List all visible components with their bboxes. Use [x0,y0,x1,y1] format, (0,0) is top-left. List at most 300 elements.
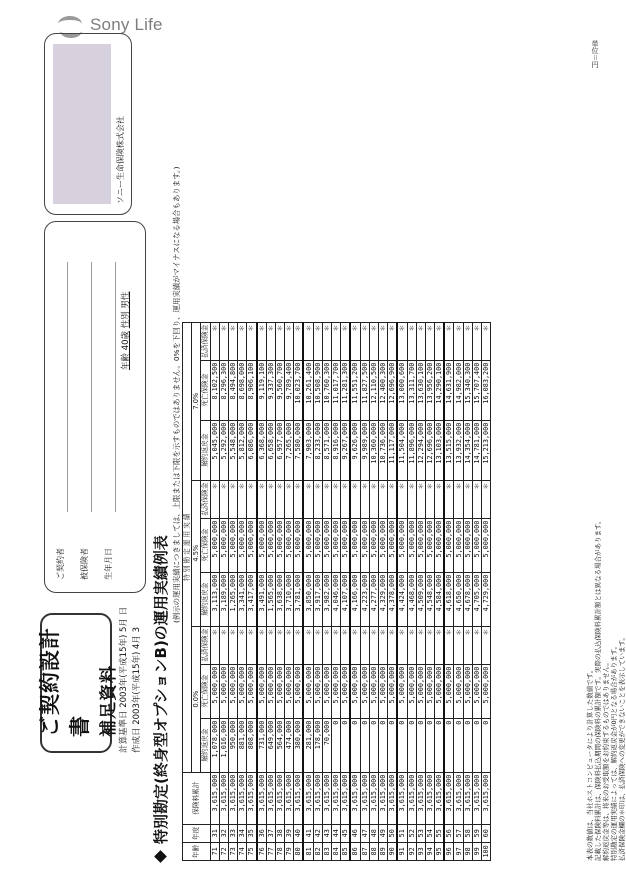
table-cell-r2-d: 13,956,200 [425,360,434,420]
table-cell-age: 79 [285,842,294,860]
table-cell-r0-d: 5,000,000 [378,664,387,718]
rate-0: 0.0% [192,626,201,772]
table-cell-r0-p: ＊ [454,626,463,664]
table-row [313,322,322,860]
client-info-box [44,221,146,593]
table-cell-r2-p: ＊ [247,322,257,360]
table-cell-r2-s: 9,626,000 [350,420,360,480]
table-cell-r2-p: ＊ [285,322,294,360]
table-cell-r1-s: 4,468,000 [407,572,416,626]
table-cell-r1-d: 5,000,000 [322,518,331,572]
table-cell-r0-s: 881,000 [238,718,247,772]
table-cell-r2-d: 15,707,400 [472,360,481,420]
table-row [238,322,247,860]
table-cell-year: 41 [303,824,313,842]
table-cell-r2-p: ＊ [266,322,275,360]
unit-label: 単位＝円 [591,40,599,68]
table-cell-r2-s: 5,812,000 [238,420,247,480]
table-cell-r2-d: 8,296,300 [219,360,228,420]
table-cell-year: 43 [322,824,331,842]
table-cell-r0-s: 0 [397,718,407,772]
table-cell-r1-s: 4,329,000 [378,572,387,626]
table-cell-r0-d: 5,000,000 [275,664,284,718]
table-cell-year: 50 [388,824,398,842]
birthdate-line [115,262,116,512]
table-cell-premium: 3,615,000 [463,772,472,824]
table-cell-premium: 3,615,000 [341,772,351,824]
table-cell-r1-p: ＊ [285,480,294,518]
table-cell-r0-d: 5,000,000 [294,664,304,718]
table-cell-r1-d: 5,000,000 [397,518,407,572]
table-cell-r2-p: ＊ [463,322,472,360]
table-cell-r2-p: ＊ [369,322,378,360]
table-cell-r2-p: ＊ [407,322,416,360]
table-cell-premium: 3,615,000 [285,772,294,824]
table-row [332,322,341,860]
table-cell-r0-s: 0 [369,718,378,772]
table-cell-r0-p: ＊ [257,626,267,664]
table-cell-r0-s: 0 [407,718,416,772]
table-cell-r1-s: 3,917,000 [313,572,322,626]
table-cell-r1-d: 5,000,000 [313,518,322,572]
table-row [444,322,454,860]
company-name: ソニー生命保険株式会社 [116,116,125,204]
table-cell-r0-s: 1,078,000 [210,718,219,772]
table-cell-year: 54 [425,824,434,842]
table-cell-r0-p: ＊ [219,626,228,664]
table-cell-age: 78 [275,842,284,860]
table-row [472,322,481,860]
table-cell-r2-s: 7,580,000 [294,420,304,480]
table-cell-r2-d: 10,023,700 [294,360,304,420]
table-cell-r0-p: ＊ [313,626,322,664]
table-cell-year: 35 [247,824,257,842]
table-cell-r0-d: 5,000,000 [257,664,267,718]
calc-date: 2003年(平成15年) 5月 日 [119,606,129,708]
table-cell-r1-d: 5,000,000 [228,518,237,572]
table-cell-r0-p: ＊ [482,626,491,664]
table-cell-r0-p: ＊ [341,626,351,664]
table-cell-r0-d: 5,000,000 [388,664,398,718]
table-row [388,322,398,860]
table-cell-r1-p: ＊ [472,480,481,518]
table-cell-r2-d: 8,494,800 [228,360,237,420]
table-cell-r1-d: 5,000,000 [388,518,398,572]
table-cell-age: 80 [294,842,304,860]
table-cell-r2-s: 6,658,000 [266,420,275,480]
table-cell-year: 49 [378,824,387,842]
table-cell-year: 47 [360,824,369,842]
table-cell-r1-p: ＊ [360,480,369,518]
table-cell-r2-p: ＊ [378,322,387,360]
table-cell-r0-d: 5,000,000 [416,664,425,718]
table-cell-premium: 3,615,000 [482,772,491,824]
header-year: 年度 [183,824,211,842]
table-cell-r1-p: ＊ [210,480,219,518]
table-cell-premium: 3,615,000 [303,772,313,824]
table-cell-r0-s: 808,000 [247,718,257,772]
table-cell-premium: 3,615,000 [332,772,341,824]
table-row [228,322,237,860]
table-cell-premium: 3,615,000 [275,772,284,824]
table-cell-r1-p: ＊ [247,480,257,518]
table-cell-r2-p: ＊ [219,322,228,360]
table-cell-r1-s: 3,113,000 [210,572,219,626]
table-cell-year: 56 [444,824,454,842]
table-row [378,322,387,860]
company-box [44,33,132,215]
table-cell-r0-p: ＊ [322,626,331,664]
table-cell-year: 38 [275,824,284,842]
table-cell-r2-d: 9,789,400 [285,360,294,420]
table-cell-r1-p: ＊ [257,480,267,518]
table-cell-r1-s: 3,189,000 [219,572,228,626]
table-cell-r2-d: 16,083,200 [482,360,491,420]
table-cell-year: 44 [332,824,341,842]
table-cell-r2-p: ＊ [435,322,445,360]
table-cell-r0-s: 0 [332,718,341,772]
table-row [266,322,275,860]
table-cell-premium: 3,615,000 [313,772,322,824]
table-cell-r1-d: 5,000,000 [360,518,369,572]
header-group: 特 別 勘 定 運 用 実 績 [183,322,192,772]
table-cell-r2-p: ＊ [294,322,304,360]
table-cell-r1-d: 5,000,000 [247,518,257,572]
created-label: 作成日 [132,727,142,753]
birthdate-label: 生年月日 [104,548,113,580]
table-cell-r0-p: ＊ [266,626,275,664]
table-cell-r2-s: 11,896,000 [407,420,416,480]
footnote-line: 本表の数値は、当社ホストコンピュータにより計算した数値です。 [586,666,594,861]
table-row [482,322,491,860]
table-cell-r1-d: 5,000,000 [303,518,313,572]
table-cell-r1-d: 5,000,000 [275,518,284,572]
table-cell-r1-p: ＊ [313,480,322,518]
table-cell-age: 90 [388,842,398,860]
table-cell-r0-p: ＊ [444,626,454,664]
table-cell-r0-p: ＊ [238,626,247,664]
table-cell-r1-d: 5,000,000 [285,518,294,572]
table-cell-premium: 3,615,000 [219,772,228,824]
brand-name: Sony Life [90,15,163,34]
header-death: 死亡保険金 [201,360,210,420]
table-cell-r0-p: ＊ [378,626,387,664]
table-cell-year: 36 [257,824,267,842]
table-cell-r2-p: ＊ [322,322,331,360]
table-cell-r2-s: 11,504,000 [397,420,407,480]
table-cell-r0-d: 5,000,000 [238,664,247,718]
table-cell-premium: 3,615,000 [257,772,267,824]
table-cell-year: 34 [238,824,247,842]
table-cell-r0-s: 0 [416,718,425,772]
table-cell-premium: 3,615,000 [238,772,247,824]
table-row [257,322,267,860]
table-cell-r1-s: 3,982,000 [322,572,331,626]
table-row [454,322,463,860]
table-cell-premium: 3,615,000 [378,772,387,824]
table-cell-age: 74 [238,842,247,860]
table-row [463,322,472,860]
table-cell-r1-d: 5,000,000 [341,518,351,572]
table-cell-premium: 3,615,000 [294,772,304,824]
table-cell-premium: 3,615,000 [472,772,481,824]
table-cell-r1-p: ＊ [407,480,416,518]
table-cell-r2-p: ＊ [210,322,219,360]
table-cell-r2-s: 11,117,000 [388,420,398,480]
table-cell-r0-s: 0 [360,718,369,772]
table-cell-r2-s: 9,989,000 [360,420,369,480]
table-cell-r2-s: 14,354,000 [463,420,472,480]
table-cell-year: 57 [454,824,463,842]
table-cell-r1-d: 5,000,000 [435,518,445,572]
table-cell-premium: 3,615,000 [350,772,360,824]
table-cell-premium: 3,615,000 [425,772,434,824]
footnotes [586,261,626,861]
insured-age: 年齢 40歳 [121,330,131,370]
table-cell-r2-d: 9,337,300 [266,360,275,420]
table-cell-r2-p: ＊ [388,322,398,360]
table-cell-r1-d: 5,000,000 [472,518,481,572]
table-cell-r2-s: 5,292,000 [219,420,228,480]
table-cell-r2-s: 9,267,000 [341,420,351,480]
footnote-line: 解約返戻金等は、将来のお受取額をお約束するものではありません。 [602,659,610,861]
table-cell-age: 100 [482,842,491,860]
table-cell-r2-s: 8,233,000 [313,420,322,480]
table-cell-r0-s: 950,000 [228,718,237,772]
table-cell-r0-p: ＊ [388,626,398,664]
table-cell-r0-s: 1,016,000 [219,718,228,772]
table-cell-r2-p: ＊ [238,322,247,360]
table-cell-r2-d: 13,000,600 [397,360,407,420]
table-row [425,322,434,860]
table-cell-r2-p: ＊ [425,322,434,360]
table-cell-r2-d: 11,551,200 [350,360,360,420]
table-title [150,535,171,861]
diamond-bullet-icon [154,850,167,863]
table-cell-r0-p: ＊ [369,626,378,664]
table-cell-r2-s: 12,294,000 [416,420,425,480]
table-cell-age: 77 [266,842,275,860]
table-cell-r0-d: 5,000,000 [247,664,257,718]
table-row [435,322,445,860]
created-date: 2003年(平成15年) 4月 3 [132,626,142,725]
table-cell-r1-p: ＊ [322,480,331,518]
table-cell-year: 33 [228,824,237,842]
table-cell-r2-s: 8,571,000 [322,420,331,480]
table-cell-r1-s: 4,509,000 [416,572,425,626]
table-cell-r1-d: 5,000,000 [257,518,267,572]
table-cell-age: 96 [444,842,454,860]
table-cell-age: 89 [378,842,387,860]
table-cell-age: 88 [369,842,378,860]
footnote-line: 記載した保険料累計は、保険料払込期間の保険料の累計額です。実際の払込保険料累計額とは異なる場合があります。 [594,517,602,861]
table-note: (例示の運用実績につきましては、上限または下限を示すものではありません。0%を下回り、運用実績がマイナスになる場合もあります。) [172,166,181,623]
table-cell-r2-d: 8,698,000 [238,360,247,420]
table-cell-r1-d: 5,000,000 [219,518,228,572]
table-cell-r2-p: ＊ [472,322,481,360]
table-cell-r0-d: 5,000,000 [407,664,416,718]
table-cell-r1-d: 5,000,000 [369,518,378,572]
table-cell-r0-s: 474,000 [285,718,294,772]
table-row [350,322,360,860]
table-cell-age: 97 [454,842,463,860]
table-cell-r0-d: 5,000,000 [397,664,407,718]
table-cell-r0-s: 0 [341,718,351,772]
table-cell-year: 60 [482,824,491,842]
table-cell-r1-p: ＊ [341,480,351,518]
footnote-line: 特別勘定の運用実績によっては、解約返戻金が0円となる場合があります。 [610,642,618,861]
table-cell-r0-s: 281,000 [303,718,313,772]
table-cell-r0-d: 5,000,000 [369,664,378,718]
table-row [341,322,351,860]
table-cell-r2-p: ＊ [313,322,322,360]
table-cell-r2-p: ＊ [257,322,267,360]
table-cell-year: 40 [294,824,304,842]
table-cell-r1-d: 5,000,000 [210,518,219,572]
table-cell-age: 73 [228,842,237,860]
table-cell-r0-d: 5,000,000 [228,664,237,718]
table-cell-r2-d: 10,760,300 [322,360,331,420]
rate-2: 7.0% [192,322,201,480]
table-cell-r2-d: 8,102,500 [210,360,219,420]
table-cell-r0-d: 5,000,000 [472,664,481,718]
table-cell-r1-p: ＊ [350,480,360,518]
table-row [219,322,228,860]
header-surrender: 解約返戻金 [201,420,210,480]
table-cell-r0-d: 5,000,000 [285,664,294,718]
table-cell-r0-s: 564,000 [275,718,284,772]
table-cell-premium: 3,615,000 [416,772,425,824]
table-cell-r2-d: 13,311,700 [407,360,416,420]
table-cell-r2-p: ＊ [341,322,351,360]
table-cell-r2-p: ＊ [228,322,237,360]
table-cell-r1-p: ＊ [275,480,284,518]
contractor-label: ご契約者 [56,548,65,580]
table-cell-r1-p: ＊ [219,480,228,518]
table-cell-r1-s: 3,638,000 [275,572,284,626]
table-cell-r0-p: ＊ [275,626,284,664]
header-paid: 払済保険金 [201,626,210,664]
table-cell-r0-s: 70,000 [322,718,331,772]
table-cell-premium: 3,615,000 [228,772,237,824]
table-cell-age: 72 [219,842,228,860]
table-cell-r0-p: ＊ [247,626,257,664]
table-cell-r1-s: 3,491,000 [257,572,267,626]
table-cell-r1-p: ＊ [397,480,407,518]
table-row [322,322,331,860]
table-cell-r0-d: 5,000,000 [482,664,491,718]
table-cell-r0-d: 5,000,000 [322,664,331,718]
table-cell-r2-d: 9,119,100 [257,360,267,420]
table-cell-r0-s: 0 [350,718,360,772]
table-cell-r2-s: 5,548,000 [228,420,237,480]
table-cell-r2-s: 13,515,000 [444,420,454,480]
table-cell-r2-s: 13,932,000 [454,420,463,480]
table-cell-r0-p: ＊ [210,626,219,664]
table-cell-r0-p: ＊ [285,626,294,664]
table-row [210,322,219,860]
table-cell-year: 51 [397,824,407,842]
table-row [303,322,313,860]
table-cell-age: 98 [463,842,472,860]
table-cell-year: 45 [341,824,351,842]
header-death: 死亡保険金 [201,518,210,572]
table-cell-r0-s: 0 [472,718,481,772]
table-cell-r0-s: 0 [482,718,491,772]
insured-label: 被保険者 [80,548,89,580]
table-row [369,322,378,860]
table-cell-r1-p: ＊ [378,480,387,518]
table-cell-r1-p: ＊ [266,480,275,518]
table-cell-r2-s: 5,045,000 [210,420,219,480]
header-premium: 保険料累計 [183,772,211,824]
table-cell-r2-d: 11,281,300 [341,360,351,420]
table-cell-r2-s: 8,916,000 [332,420,341,480]
table-cell-r0-d: 5,000,000 [303,664,313,718]
table-cell-r2-d: 14,290,100 [435,360,445,420]
table-cell-age: 82 [313,842,322,860]
table-cell-r2-s: 6,086,000 [247,420,257,480]
table-cell-r2-d: 13,630,100 [416,360,425,420]
table-cell-r1-p: ＊ [303,480,313,518]
table-cell-r1-s: 4,223,000 [360,572,369,626]
table-cell-r0-p: ＊ [360,626,369,664]
table-cell-r0-s: 0 [425,718,434,772]
table-row [275,322,284,860]
table-cell-age: 91 [397,842,407,860]
table-cell-r0-s: 649,000 [266,718,275,772]
table-cell-r0-d: 5,000,000 [435,664,445,718]
table-cell-r1-s: 3,781,000 [294,572,304,626]
table-cell-r2-d: 14,982,000 [454,360,463,420]
table-cell-age: 94 [425,842,434,860]
table-cell-r0-p: ＊ [303,626,313,664]
table-cell-r2-s: 7,903,000 [303,420,313,480]
table-cell-r0-s: 0 [378,718,387,772]
table-cell-year: 32 [219,824,228,842]
table-cell-r0-s: 731,000 [257,718,267,772]
table-cell-r1-d: 5,000,000 [238,518,247,572]
table-cell-r2-s: 15,213,000 [482,420,491,480]
table-cell-year: 52 [407,824,416,842]
table-cell-r1-s: 3,710,000 [285,572,294,626]
table-cell-r0-p: ＊ [472,626,481,664]
table-cell-r2-p: ＊ [350,322,360,360]
table-cell-year: 31 [210,824,219,842]
agent-stamp-area [53,44,111,204]
table-cell-r1-p: ＊ [228,480,237,518]
table-row [285,322,294,860]
document-subtitle: 補足資料 [98,665,119,737]
table-title-text: 特別勘定(終身型オプションB)の運用実績例表 [152,535,170,844]
table-cell-r0-d: 5,000,000 [350,664,360,718]
table-cell-r2-d: 10,261,400 [303,360,313,420]
table-cell-r0-p: ＊ [407,626,416,664]
table-cell-r1-p: ＊ [444,480,454,518]
table-cell-r2-d: 14,631,900 [444,360,454,420]
table-row [360,322,369,860]
table-cell-r1-p: ＊ [463,480,472,518]
table-cell-year: 37 [266,824,275,842]
table-cell-premium: 3,615,000 [454,772,463,824]
header-paid: 払済保険金 [201,480,210,518]
table-cell-r0-s: 0 [435,718,445,772]
table-cell-year: 55 [435,824,445,842]
insured-age-sex [119,292,131,370]
table-cell-r1-d: 5,000,000 [454,518,463,572]
table-cell-r0-d: 5,000,000 [266,664,275,718]
table-cell-r0-p: ＊ [397,626,407,664]
